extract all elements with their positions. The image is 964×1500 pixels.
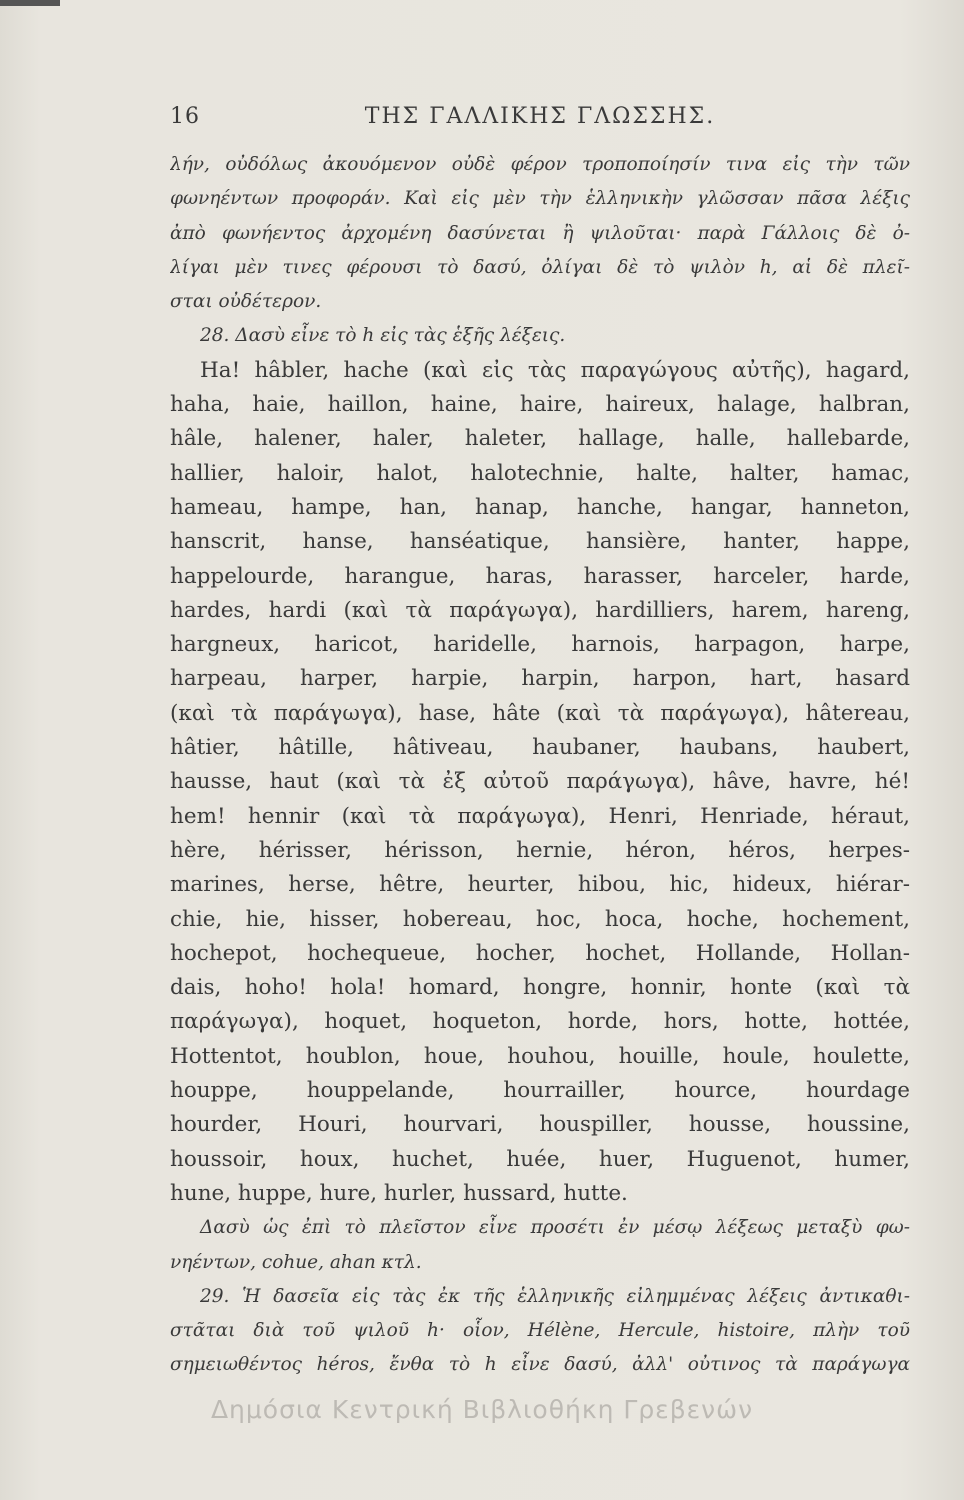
library-watermark: Δημόσια Κεντρική Βιβλιοθήκη Γρεβενών: [210, 1395, 754, 1424]
text-line: harpeau, harper, harpie, harpin, harpon, hart, hasard: [170, 666, 910, 692]
running-title: ΤΗΣ ΓΑΛΛΙΚΗΣ ΓΛΩΣΣΗΣ.: [364, 104, 716, 129]
text-line: hune, huppe, hure, hurler, hussard, hutte.: [170, 1180, 628, 1206]
text-line: happelourde, harangue, haras, harasser, harceler, harde,: [170, 563, 910, 589]
text-line: ἀπὸ φωνήεντος ἀρχομένη δασύνεται ἢ ψιλοῦται· παρὰ Γάλλοις δὲ ὀ-: [170, 222, 910, 244]
text-line: (καὶ τὰ παράγωγα), hase, hâte (καὶ τὰ παράγωγα), hâtereau,: [170, 700, 910, 726]
text-line: marines, herse, hêtre, heurter, hibou, hic, hideux, hiérar-: [170, 872, 910, 898]
page-header: [170, 104, 910, 140]
text-line: haha, haie, haillon, haine, haire, haireux, halage, halbran,: [170, 392, 910, 418]
text-line: hère, hérisser, hérisson, hernie, héron, héros, herpes-: [170, 837, 910, 863]
text-line: στᾶται διὰ τοῦ ψιλοῦ h· οἷον, Hélène, Hercule, histoire, πλὴν τοῦ: [170, 1320, 910, 1342]
scan-edge-mark: [0, 0, 60, 6]
section-heading-29: 29. Ἡ δασεῖα εἰς τὰς ἐκ τῆς ἑλληνικῆς εἰλημμένας λέξεις ἀντικαθι-: [200, 1285, 910, 1307]
text-line: hameau, hampe, han, hanap, hanche, hangar, hanneton,: [170, 494, 910, 520]
body-text: [170, 148, 910, 1383]
text-line: dais, hoho! hola! homard, hongre, honnir, honte (καὶ τὰ: [170, 975, 910, 1001]
section-heading-28: 28. Δασὺ εἶνε τὸ h εἰς τὰς ἑξῆς λέξεις.: [200, 325, 566, 347]
text-line: hanscrit, hanse, hanséatique, hansière, hanter, happe,: [170, 529, 910, 555]
text-line: hâle, halener, haler, haleter, hallage, halle, hallebarde,: [170, 426, 910, 452]
text-line: Δασὺ ὡς ἐπὶ τὸ πλεῖστον εἶνε προσέτι ἐν μέσῳ λέξεως μεταξὺ φω-: [200, 1217, 910, 1239]
text-line: hausse, haut (καὶ τὰ ἐξ αὐτοῦ παράγωγα), hâve, havre, hé!: [170, 769, 910, 795]
page-number: 16: [170, 104, 200, 129]
text-line: Ha! hâbler, hache (καὶ εἰς τὰς παραγώγους αὐτῆς), hagard,: [200, 357, 910, 383]
text-line: hargneux, haricot, haridelle, harnois, harpagon, harpe,: [170, 632, 910, 658]
text-line: νηέντων, cohue, ahan κτλ.: [170, 1251, 422, 1273]
text-line: σται οὐδέτερον.: [170, 291, 322, 313]
text-line: παράγωγα), hoquet, hoqueton, horde, hors, hotte, hottée,: [170, 1009, 910, 1035]
text-line: chie, hie, hisser, hobereau, hoc, hoca, hoche, hochement,: [170, 906, 910, 932]
text-line: houppe, houppelande, hourrailler, hource, hourdage: [170, 1078, 910, 1104]
text-line: hourder, Houri, hourvari, houspiller, housse, houssine,: [170, 1112, 910, 1138]
text-line: hâtier, hâtille, hâtiveau, haubaner, haubans, haubert,: [170, 735, 910, 761]
text-line: hem! hennir (καὶ τὰ παράγωγα), Henri, Henriade, héraut,: [170, 803, 910, 829]
text-line: Hottentot, houblon, houe, houhou, houille, houle, houlette,: [170, 1043, 910, 1069]
text-line: hallier, haloir, halot, halotechnie, halte, halter, hamac,: [170, 460, 910, 486]
text-line: houssoir, houx, huchet, huée, huer, Huguenot, humer,: [170, 1146, 910, 1172]
text-line: λήν, οὐδόλως ἀκουόμενον οὐδὲ φέρον τροποποίησίν τινα εἰς τὴν τῶν: [170, 154, 910, 175]
text-line: σημειωθέντος héros, ἔνθα τὸ h εἶνε δασύ, ἀλλ' οὐτινος τὰ παράγωγα: [170, 1354, 910, 1376]
text-line: hardes, hardi (καὶ τὰ παράγωγα), hardilliers, harem, hareng,: [170, 597, 910, 623]
text-line: λίγαι μὲν τινες φέρουσι τὸ δασύ, ὀλίγαι δὲ τὸ ψιλὸν h, αἱ δὲ πλεῖ-: [170, 256, 910, 278]
text-line: φωνηέντων προφοράν. Καὶ εἰς μὲν τὴν ἑλληνικὴν γλῶσσαν πᾶσα λέξις: [170, 188, 910, 210]
text-line: hochepot, hochequeue, hocher, hochet, Hollande, Hollan-: [170, 940, 910, 966]
